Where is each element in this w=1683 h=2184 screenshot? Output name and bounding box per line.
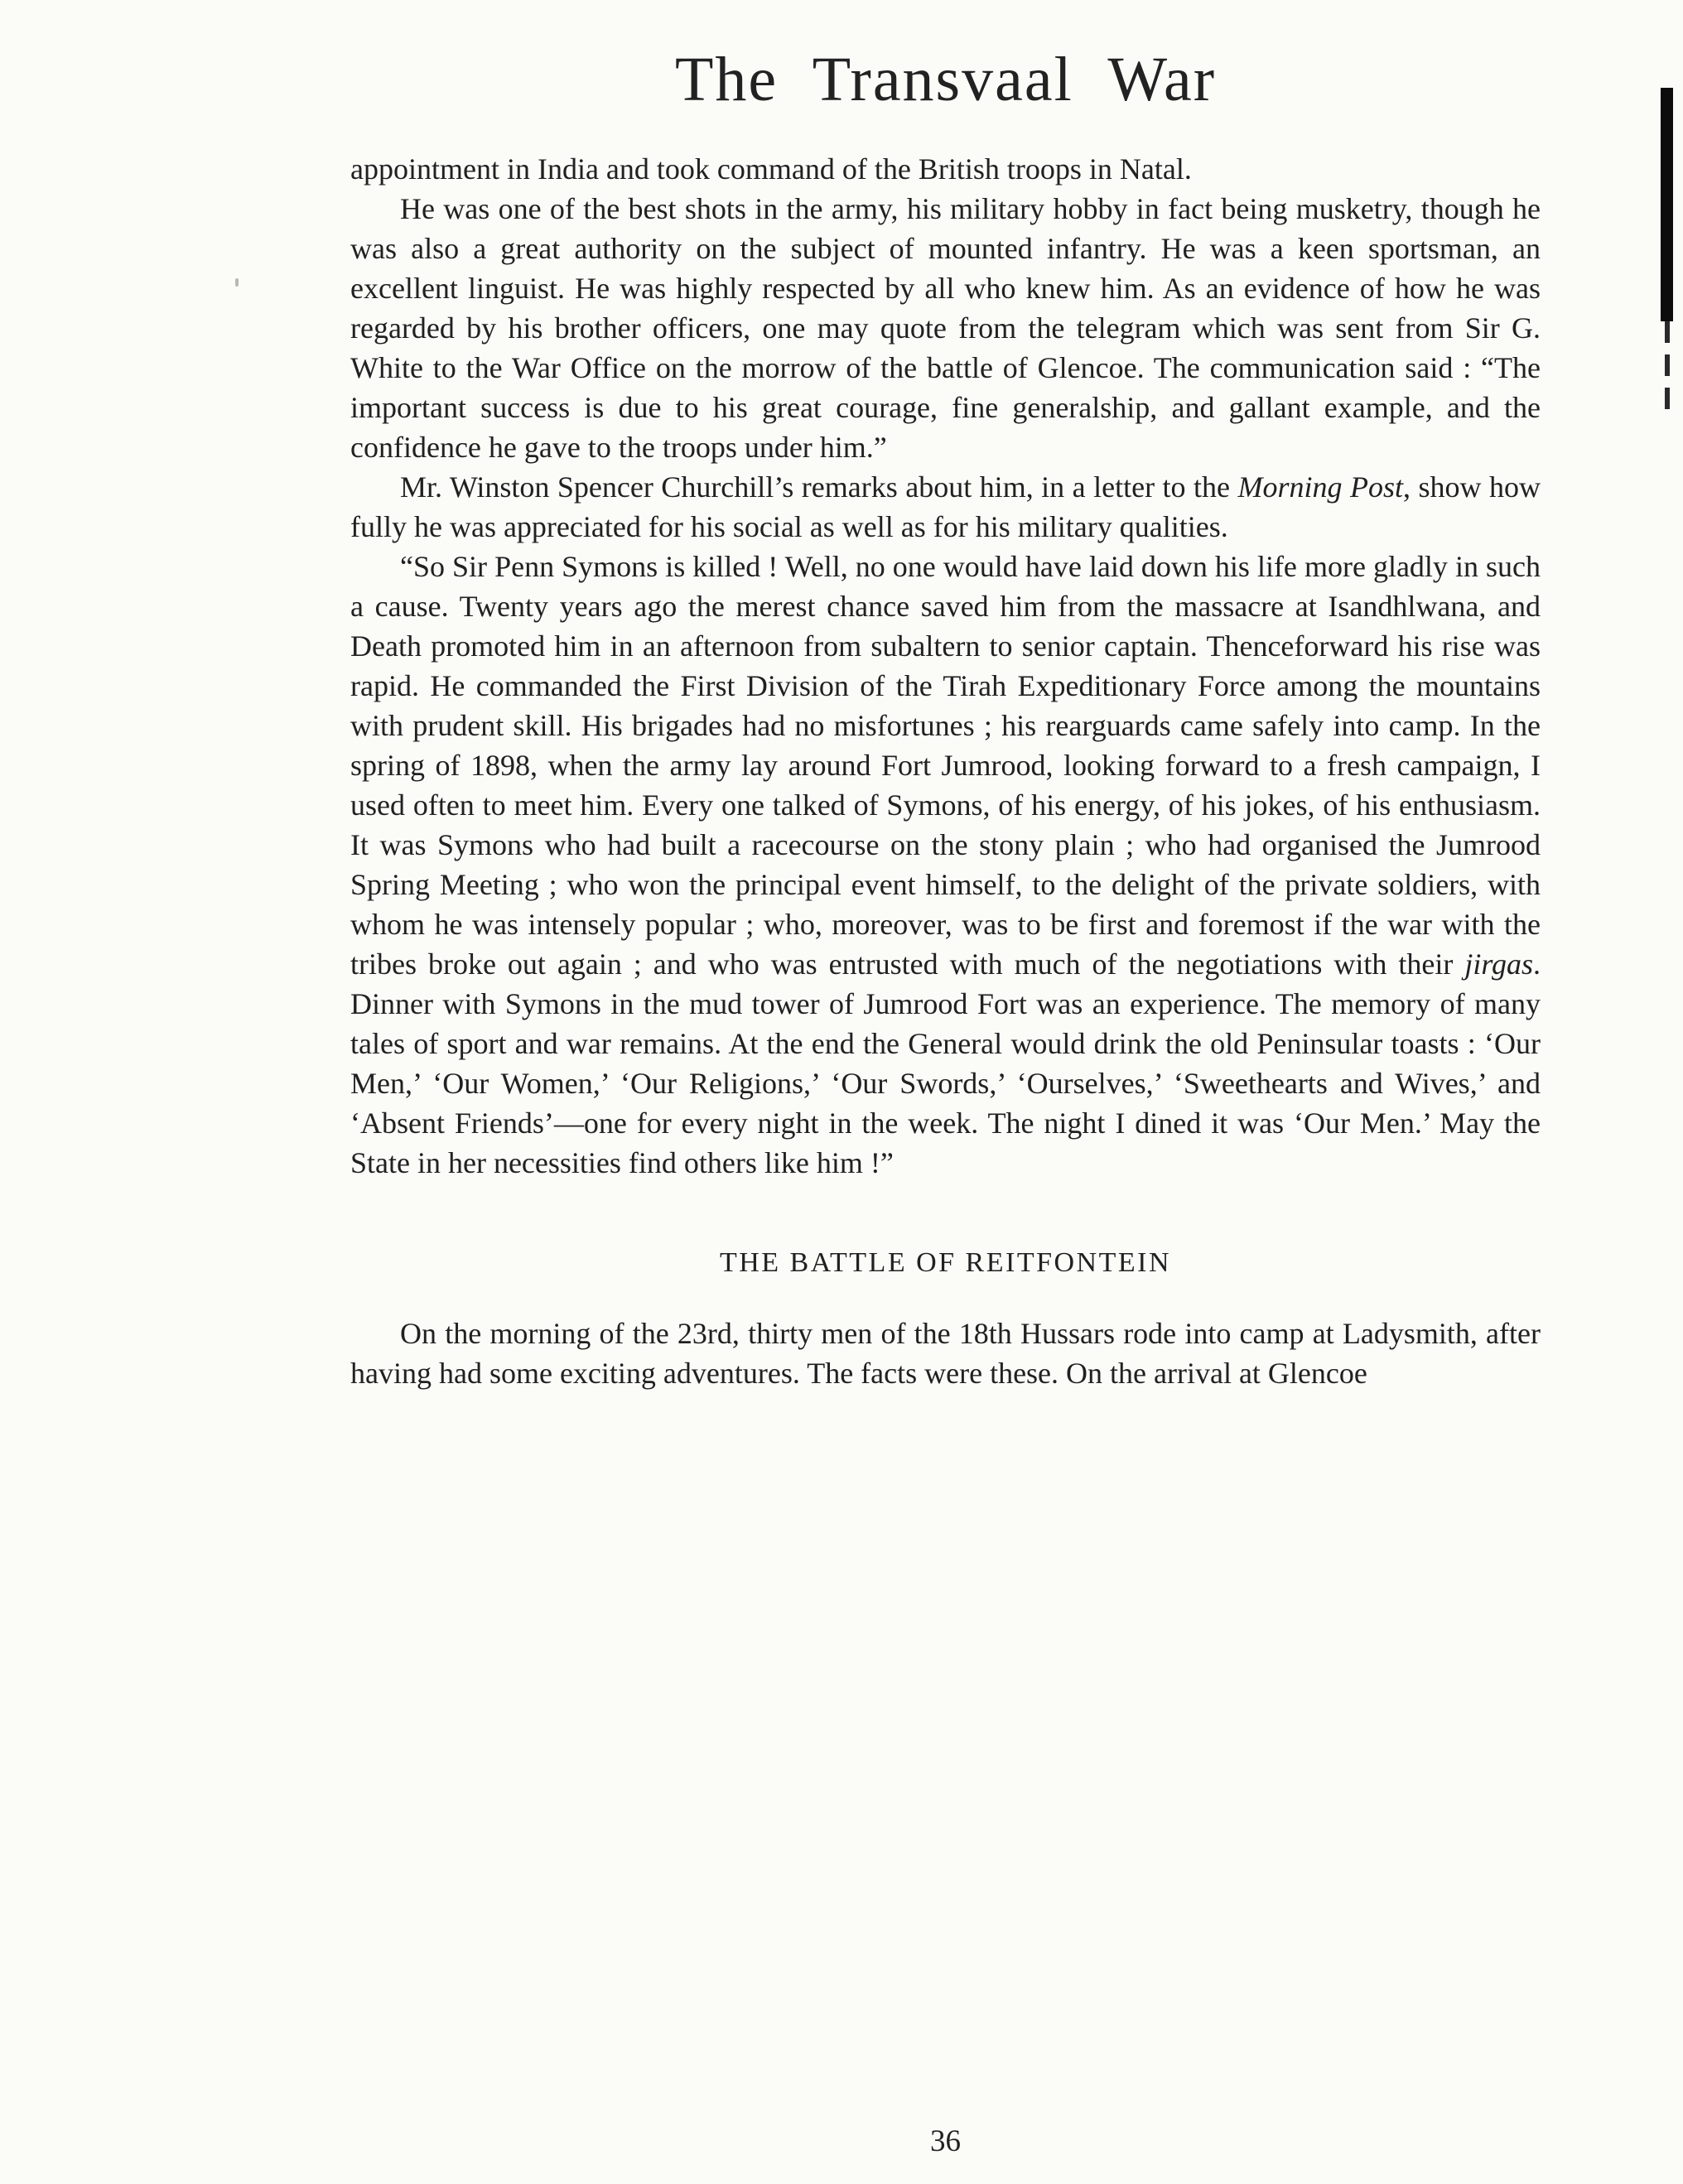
text-content <box>350 149 1541 1393</box>
binding-mark <box>1661 88 1673 321</box>
paragraph <box>350 1314 1541 1393</box>
paragraph <box>350 189 1541 467</box>
text-run: . Dinner with Symons in the mud tower of Jumrood Fort was an experience. The memory of many tales of sport and war remains. At the end the General would drink the old Peninsular toasts : ‘Our Men,’ ‘Our Women,’ ‘Our Religions,’ ‘Our Swords,’ ‘Ourselves,’ ‘Sweethearts and Wives,’ and ‘Absent Friends’—one for every night in the week. The night I dined it was ‘Our Men.’ May the State in her necessities find others like him !” <box>350 947 1541 1179</box>
text-run: On the morning of the 23rd, thirty men of the 18th Hussars rode into camp at Ladysmith, after having had some exciting adventures. The facts were these. On the arrival at Glencoe <box>350 1317 1541 1390</box>
page-title: The Transvaal War <box>674 45 1217 114</box>
section-heading: THE BATTLE OF REITFONTEIN <box>719 1247 1172 1278</box>
italic-text-run: Morning Post <box>1237 470 1404 504</box>
scan-artifact-speck <box>235 278 239 287</box>
text-run: “So Sir Penn Symons is killed ! Well, no one would have laid down his life more gladly in such a cause. Twenty years ago the merest chance saved him from the massacre at Isandhlwana, and Death promoted him in an afternoon from subaltern to senior captain. Thenceforward his rise was rapid. He commanded the First Division of the Tirah Expeditionary Force among the mountains with prudent skill. His brigades had no misfortunes ; his rearguards came safely into camp. In the spring of 1898, when the army lay around Fort Jumrood, looking forward to a fresh campaign, I used often to meet him. Every one talked of Symons, of his energy, of his jokes, of his enthusiasm. It was Symons who had built a racecourse on the stony plain ; who had organised the Jumrood Spring Meeting ; who won the principal event himself, to the delight of the private soldiers, with whom he was intensely popular ; who, moreover, was to be first and foremost if the war with the tribes broke out again ; and who was entrusted with much of the negotiations with their <box>350 550 1541 981</box>
text-run: Mr. Winston Spencer Churchill’s remarks about him, in a letter to the <box>400 470 1238 504</box>
text-run: appointment in India and took command of the British troops in Natal. <box>350 152 1192 186</box>
text-run: He was one of the best shots in the army, his military hobby in fact being musketry, though he was also a great authority on the subject of mounted infantry. He was a keen sportsman, an excellent linguist. He was highly respected by all who knew him. As an evidence of how he was regarded by his brother officers, one may quote from the telegram which was sent from Sir G. White to the War Office on the morrow of the battle of Glencoe. The communication said : “The important success is due to his great courage, fine generalship, and gallant example, and the confidence he gave to the troops under him.” <box>350 192 1541 464</box>
paragraph <box>350 149 1541 189</box>
text-run: , show how fully he was appreciated for his social as well as for his military qualities. <box>350 470 1541 543</box>
paragraph <box>350 547 1541 1183</box>
book-page <box>0 45 1683 2184</box>
binding-mark-lower <box>1665 321 1670 417</box>
page-number: 36 <box>930 2124 961 2158</box>
paragraph <box>350 467 1541 547</box>
italic-text-run: jirgas <box>1464 947 1533 981</box>
